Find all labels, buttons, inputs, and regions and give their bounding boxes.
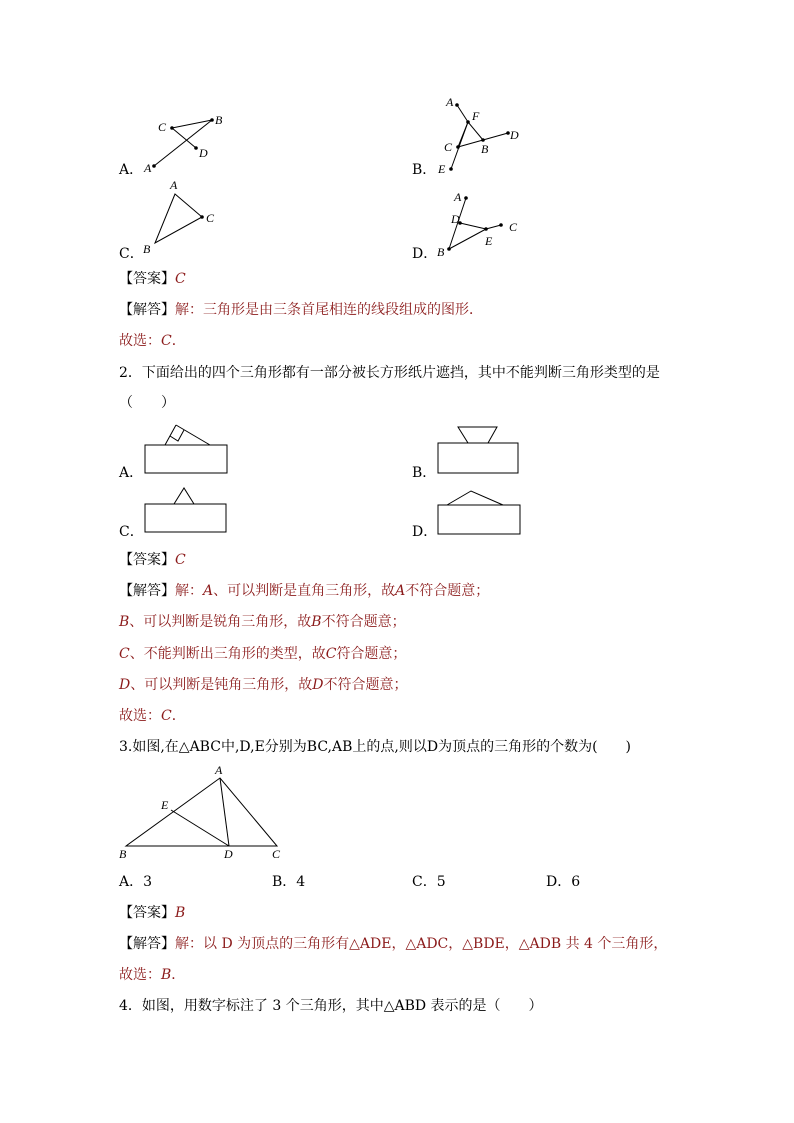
choose-value: C	[161, 708, 172, 724]
q2-stem-line2: （ ）	[119, 395, 175, 411]
q1a-point-b: B	[215, 113, 223, 127]
q3-analysis	[119, 935, 667, 953]
q3-option-b: B．4	[272, 874, 306, 890]
answer-tag: 【答案】	[119, 271, 175, 287]
q4-stem: 4．如图，用数字标注了 3 个三角形，其中△ABD 表示的是（ ）	[119, 998, 543, 1014]
q2-analysis	[119, 582, 489, 600]
q1b-point-f: F	[472, 109, 480, 123]
analysis-intro: 解：	[175, 583, 203, 599]
choose-label: 故选：	[119, 333, 161, 349]
q2-option-d-label: D．	[412, 524, 438, 540]
q2-option-a-label: A．	[119, 465, 144, 481]
q3-option-d: D．6	[546, 874, 581, 890]
choose-end: ．	[171, 967, 186, 983]
choose-end: ．	[171, 708, 186, 724]
q1b-point-d: D	[510, 128, 519, 142]
q1a-point-a: A	[144, 161, 152, 175]
analysis-tail: 不符合题意；	[321, 614, 406, 630]
q2-figure-c	[140, 480, 240, 540]
analysis-text: 、可以判断是钝角三角形，故	[130, 677, 313, 693]
q3-choose	[119, 966, 185, 984]
q1-option-c-label: C．	[119, 246, 144, 262]
q1a-point-c: C	[158, 120, 167, 134]
analysis-letter2: D	[312, 677, 324, 693]
analysis-tail: 符合题意；	[336, 646, 407, 662]
q3-figure	[115, 762, 295, 862]
answer-tag: 【答案】	[119, 905, 175, 921]
q1-option-d-label: D．	[412, 246, 438, 262]
q1-option-a-label: A．	[119, 162, 144, 178]
q3-point-c: C	[272, 847, 281, 861]
q2-answer	[119, 551, 186, 569]
choose-label: 故选：	[119, 967, 161, 983]
q1c-point-c: C	[206, 211, 215, 225]
q1-analysis	[119, 301, 483, 319]
answer-tag: 【答案】	[119, 552, 175, 568]
q3-point-e: E	[161, 798, 169, 812]
q1b-point-b: B	[481, 142, 489, 156]
analysis-text: 、可以判断是锐角三角形，故	[129, 614, 312, 630]
q3-point-a: A	[215, 763, 223, 777]
q1d-point-e: E	[485, 234, 493, 248]
q3-stem: 3.如图,在△ABC中,D,E分别为BC,AB上的点,则以D为顶点的三角形的个数为( )	[119, 739, 631, 755]
answer-value: C	[175, 552, 186, 568]
analysis-letter: C	[119, 646, 130, 662]
q1-figure-a	[140, 110, 240, 180]
choose-value: B	[161, 967, 172, 983]
q1b-point-e: E	[438, 162, 446, 176]
analysis-tail: 不符合题意；	[405, 583, 490, 599]
analysis-tag: 【解答】	[119, 583, 175, 599]
q2-option-b-label: B．	[412, 465, 437, 481]
q1-choose	[119, 332, 186, 350]
q1d-point-a: A	[454, 190, 462, 204]
analysis-text: 、不能判断出三角形的类型，故	[129, 646, 326, 662]
answer-value: B	[175, 905, 186, 921]
analysis-text: 、可以判断是直角三角形，故	[213, 583, 396, 599]
q3-option-c: C．5	[412, 874, 446, 890]
q1d-point-c: C	[509, 220, 518, 234]
q2-analysis-line-d	[119, 676, 407, 694]
q3-option-a: A．3	[119, 874, 153, 890]
analysis-tag: 【解答】	[119, 302, 175, 318]
analysis-letter2: B	[311, 614, 322, 630]
q2-figure-a	[140, 415, 240, 480]
analysis-letter: B	[119, 614, 130, 630]
q1c-point-a: A	[170, 178, 178, 192]
answer-value: C	[175, 271, 186, 287]
q2-stem-line1: 2．下面给出的四个三角形都有一部分被长方形纸片遮挡，其中不能判断三角形类型的是	[119, 365, 660, 381]
analysis-letter2: C	[325, 646, 337, 662]
q2-analysis-line-c	[119, 645, 406, 663]
q1d-point-b: B	[437, 245, 445, 259]
choose-value: C	[161, 333, 172, 349]
q1a-point-d: D	[199, 146, 208, 160]
q1c-point-b: B	[143, 242, 151, 256]
q2-choose	[119, 707, 186, 725]
q3-point-b: B	[119, 847, 127, 861]
choose-label: 故选：	[119, 708, 161, 724]
q2-option-c-label: C．	[119, 524, 144, 540]
q1b-point-c: C	[444, 140, 453, 154]
q2-analysis-line-b	[119, 613, 406, 631]
q1-option-b-label: B．	[412, 162, 437, 178]
q1d-point-d: D	[451, 212, 460, 226]
q1-figure-b	[438, 95, 538, 180]
q3-point-d: D	[224, 847, 233, 861]
analysis-text: 解：以 D 为顶点的三角形有△ADE，△ADC，△BDE，△ADB 共 4 个三角形，	[175, 936, 668, 952]
q1-figure-d	[435, 185, 535, 265]
analysis-letter2: A	[395, 583, 406, 599]
analysis-tail: 不符合题意；	[323, 677, 408, 693]
analysis-text: 解：三角形是由三条首尾相连的线段组成的图形．	[175, 302, 483, 318]
analysis-letter: A	[203, 583, 214, 599]
q1-answer	[119, 270, 186, 288]
q3-answer	[119, 904, 185, 922]
q2-figure-b	[433, 418, 533, 478]
q1-figure-c	[140, 175, 240, 260]
q2-figure-d	[433, 481, 533, 541]
analysis-tag: 【解答】	[119, 936, 175, 952]
q1b-point-a: A	[446, 95, 454, 109]
choose-end: ．	[171, 333, 186, 349]
analysis-letter: D	[119, 677, 131, 693]
